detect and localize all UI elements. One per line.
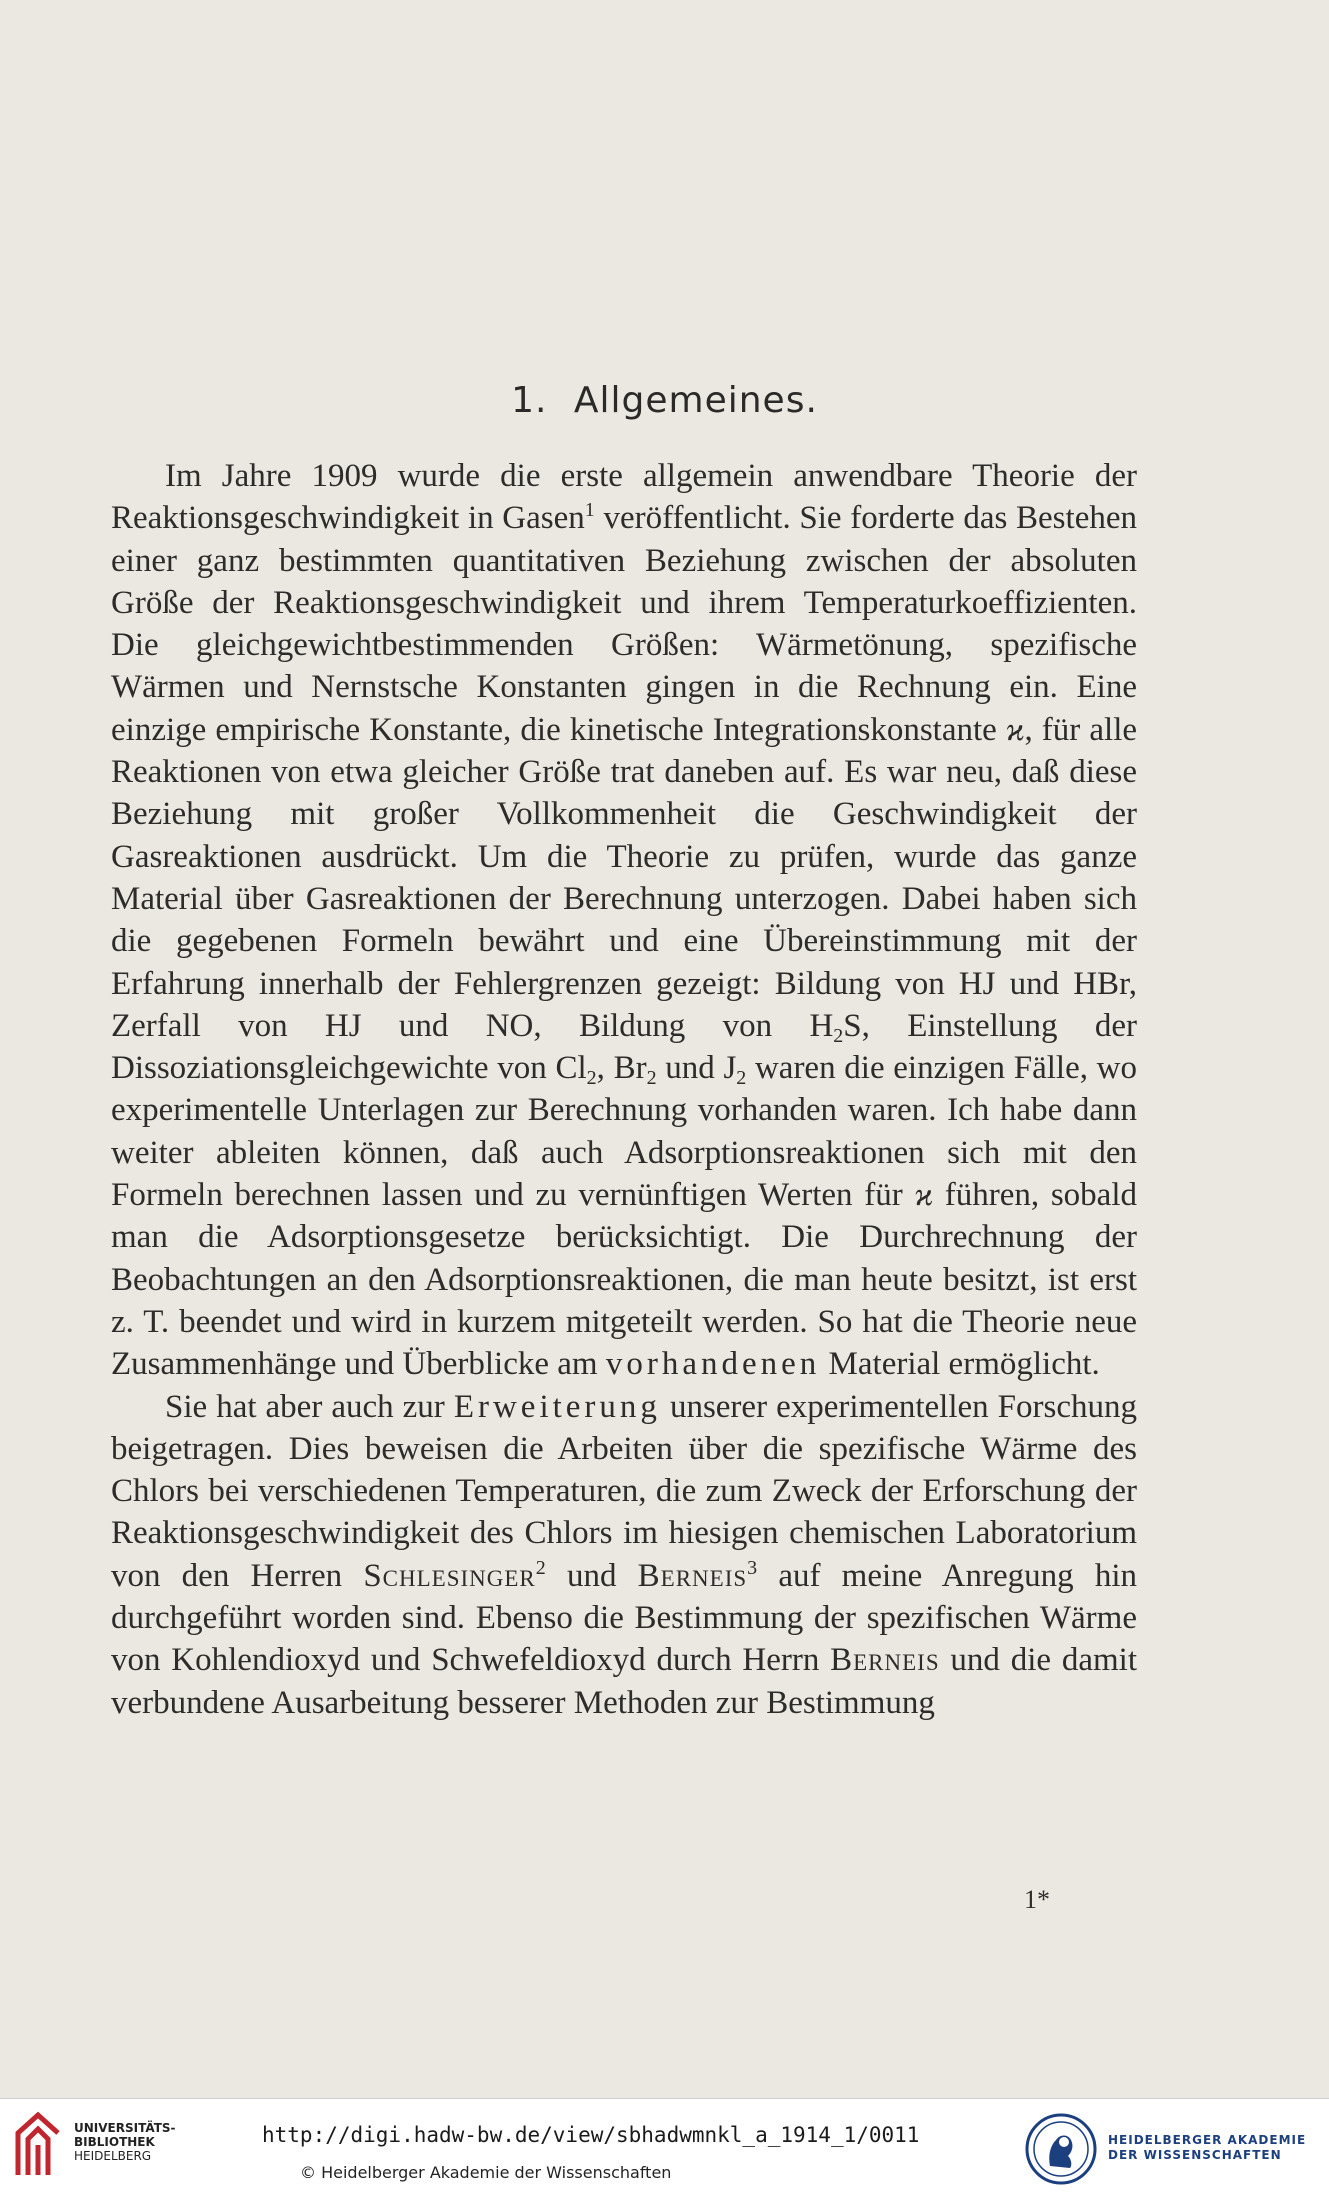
academy-seal-icon[interactable] (1024, 2112, 1098, 2186)
person-name: Berneis (637, 1557, 748, 1594)
footnote-ref: 2 (535, 1556, 546, 1579)
kappa-symbol: ϰ (1005, 711, 1025, 748)
text-run: unserer experimentellen Forschung beigetragen. Dies beweisen die Arbeiten über die spezifische Wärme des Chlors bei verschiedenen Temperaturen, die zum Zweck der Erforschung der Reaktionsgeschwindigkeit des Chlors im hiesigen chemischen Laboratorium von den Herren (111, 1388, 1137, 1594)
text-run: Sie hat aber auch zur (165, 1388, 454, 1425)
kappa-symbol: ϰ (914, 1177, 933, 1214)
viewer-footer (0, 2098, 1329, 2197)
page-url-link[interactable]: http://digi.hadw-bw.de/view/sbhadwmnkl_a_1914_1/0011 (262, 2123, 920, 2147)
university-library-logo-icon[interactable] (12, 2109, 64, 2181)
ub-line: HEIDELBERG (74, 2149, 152, 2163)
academy-label (1108, 2133, 1306, 2163)
text-run: veröffentlicht. Sie forderte das Bestehen einer ganz bestimmten quantitativen Beziehung zwischen der absoluten Größe der Reaktionsgeschwindigkeit und ihrem Temperaturkoeffizienten. Die gleichgewichtbestimmenden Größen: Wärmetönung, spezifische Wärmen und Nernstsche Konstanten gingen in die Rechnung ein. Eine einzige empirische Konstante, die kinetische Integrationskonstante (111, 500, 1137, 748)
text-run: , Br (596, 1050, 647, 1087)
text-run: und die damit verbundene Ausarbeitung besserer Methoden zur Bestimmung (111, 1642, 1137, 1721)
section-number: 1. (511, 380, 548, 421)
academy-line: HEIDELBERGER AKADEMIE (1108, 2133, 1307, 2147)
text-run: und (545, 1557, 638, 1594)
spaced-emphasis: vorhandenen (605, 1346, 821, 1383)
academy-line: DER WISSENSCHAFTEN (1108, 2148, 1282, 2162)
copyright-notice: © Heidelberger Akademie der Wissenschaften (300, 2163, 672, 2182)
person-name: Schlesinger (363, 1557, 536, 1594)
paragraph-1 (111, 455, 1137, 1386)
ub-line: UNIVERSITÄTS- (74, 2121, 176, 2135)
text-run: S, Einstellung der Dissoziationsgleichgewichte von Cl (111, 1007, 1137, 1087)
footnote-ref: 1 (584, 499, 595, 522)
text-run: , für alle Reaktionen von etwa gleicher Größe trat daneben auf. Es war neu, daß diese Beziehung mit großer Vollkommenheit die Geschwindigkeit der Gasreaktionen ausdrückt. Um die Theorie zu prüfen, wurde das ganze Material über Gasreaktionen der Berechnung unterzogen. Dabei haben sich die gegebenen Formeln bewährt und eine Übereinstimmung mit der Erfahrung innerhalb der Fehlergrenzen gezeigt: Bildung von HJ und HBr, Zerfall von HJ und NO, Bildung von H (111, 711, 1138, 1044)
text-run: Im Jahre 1909 wurde die erste allgemein anwendbare Theorie der Reaktionsgeschwindigkeit in Gasen (111, 458, 1137, 537)
signature-mark: 1* (1024, 1885, 1050, 1914)
ub-line: BIBLIOTHEK (74, 2135, 155, 2149)
spaced-emphasis: Erweiterung (453, 1388, 661, 1425)
footnote-ref: 3 (747, 1556, 758, 1579)
subscript: 2 (586, 1067, 597, 1090)
body-text (111, 455, 1137, 1724)
section-heading (0, 380, 1329, 421)
subscript: 2 (736, 1067, 747, 1090)
text-run: Material ermöglicht. (820, 1346, 1100, 1383)
section-title: Allgemeines. (573, 380, 818, 421)
subscript: 2 (833, 1024, 844, 1047)
person-name: Berneis (830, 1642, 940, 1679)
subscript: 2 (646, 1067, 657, 1090)
university-library-label (74, 2121, 176, 2163)
text-run: führen, sobald man die Adsorptionsgesetze berücksichtigt. Die Durchrechnung der Beobachtungen an den Adsorptionsreaktionen, die man heute besitzt, ist erst z. T. beendet und wird in kurzem mitgeteilt werden. So hat die Theorie neue Zusammenhänge und Überblicke am (111, 1177, 1137, 1383)
text-run: waren die einzigen Fälle, wo experimentelle Unterlagen zur Berechnung vorhanden waren. Ich habe dann weiter ableiten können, daß auch Adsorptionsreaktionen sich mit den Formeln berechnen lassen und zu vernünftigen Werten für (111, 1050, 1137, 1214)
paragraph-2 (111, 1386, 1137, 1724)
text-run: auf meine Anregung hin durchgeführt worden sind. Ebenso die Bestimmung der spezifischen Wärme von Kohlendioxyd und Schwefeldioxyd durch Herrn (111, 1557, 1137, 1679)
text-run: und J (656, 1050, 737, 1087)
